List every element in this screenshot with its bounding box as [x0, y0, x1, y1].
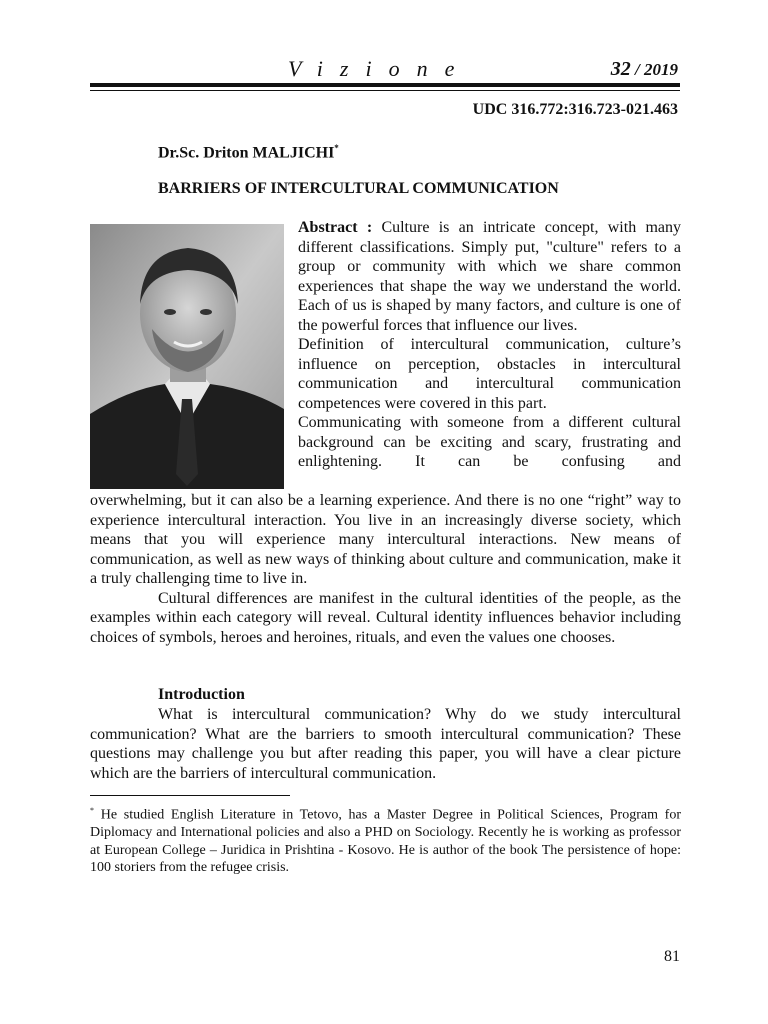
author-footnote-marker: *: [334, 143, 339, 153]
introduction-paragraph-1: What is intercultural communication? Why do we study intercultural communication? What are the barriers to smooth intercultural communication? These questions may challenge you but after reading this paper, you will have a clear picture which are the barriers of intercultural communication.: [90, 706, 681, 782]
abstract-block: [298, 218, 681, 472]
header-rule-thin: [90, 90, 680, 91]
abstract-paragraph-3-end: overwhelming, but it can also be a learning experience. And there is no one “right” way to experience intercultural interaction. You live in an increasingly diverse society, which means that you will experience many intercultural interactions. New means of communication, as well as new ways of thinking about culture and communication, make it a truly challenging time to live in.: [90, 492, 681, 587]
abstract-paragraph-4: Cultural differences are manifest in the cultural identities of the people, as the examples within each category will reveal. Cultural identity influences behavior including choices of symbols, heroes and heroines, rituals, and even the values one chooses.: [90, 589, 681, 646]
issue-label: [611, 58, 678, 81]
body-block: [90, 491, 681, 647]
footnote-marker: *: [90, 806, 94, 815]
section-heading-introduction: Introduction: [158, 686, 245, 703]
abstract-p1-text: Culture is an intricate concept, with many different classifications. Simply put, "culture" refers to a group or community with which we share common experiences that shape the way we understand the world. Each of us is shaped by many factors, and culture is one of the powerful forces that influence our lives.: [298, 219, 682, 334]
footnote-text: He studied English Literature in Tetovo, has a Master Degree in Political Sciences, Program for Diplomacy and International policies and also a PHD on Sociology. Recently he is working as professor at European College – Juridica in Prishtina - Kosovo. He is author of the book The persistence of hope: 100 storiers from the refugee crisis.: [90, 807, 682, 876]
page-number: 81: [664, 948, 680, 965]
introduction-block: [90, 705, 681, 783]
author-name: [158, 143, 339, 162]
paper-title: BARRIERS OF INTERCULTURAL COMMUNICATION: [158, 180, 559, 197]
footnote-rule: [90, 795, 290, 796]
abstract-paragraph-2: Definition of intercultural communication, culture’s influence on perception, obstacles in intercultural communication and intercultural communication competences were covered in this part.: [298, 336, 681, 412]
author-photo: [90, 224, 284, 489]
abstract-label: Abstract :: [298, 219, 373, 236]
footnote: [90, 802, 681, 877]
header-rule-thick: [90, 83, 680, 87]
udc-code: UDC 316.772:316.723-021.463: [472, 101, 678, 118]
author-name-text: Dr.Sc. Driton MALJICHI: [158, 144, 335, 162]
issue-year: / 2019: [635, 60, 678, 79]
issue-number: 32: [610, 58, 631, 80]
abstract-paragraph-1: [298, 218, 681, 335]
abstract-paragraph-3-start: Communicating with someone from a different cultural background can be exciting and scary, frustrating and enlightening. It can be confusing and: [298, 414, 681, 470]
journal-title: Vizione: [288, 56, 472, 81]
